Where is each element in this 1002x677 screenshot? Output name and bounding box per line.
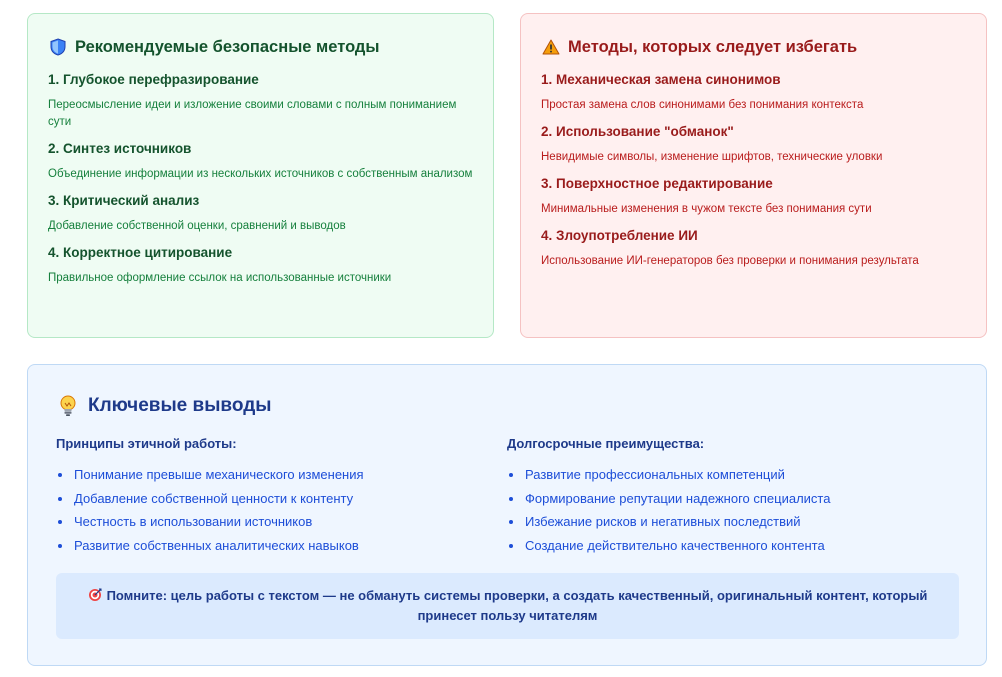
list-item: Формирование репутации надежного специалиста <box>507 487 958 511</box>
avoid-methods-heading <box>541 36 966 58</box>
reminder-content <box>86 586 929 626</box>
safe-method-description: Правильное оформление ссылок на использованные источники <box>48 272 392 284</box>
list-item: Добавление собственной ценности к контенту <box>56 487 507 511</box>
list-item: Избежание рисков и негативных последствий <box>507 510 958 534</box>
key-takeaways-columns <box>56 435 958 557</box>
reminder-text: Помните: цель работы с текстом — не обмануть системы проверки, а создать качественный, оригинальный контент, который принесет пользу читателям <box>106 588 928 623</box>
safe-methods-title: Рекомендуемые безопасные методы <box>75 37 380 56</box>
safe-method-item <box>48 139 473 183</box>
avoid-method-description: Невидимые символы, изменение шрифтов, технические уловки <box>541 151 883 163</box>
safe-method-item <box>48 191 473 235</box>
benefits-list <box>507 463 958 557</box>
avoid-method-title: 2. Использование "обманок" <box>541 124 734 139</box>
benefits-column <box>507 435 958 557</box>
avoid-method-description: Использование ИИ-генераторов без проверки и понимания результата <box>541 255 919 267</box>
safe-method-title: 1. Глубокое перефразирование <box>48 72 259 87</box>
avoid-method-title: 1. Механическая замена синонимов <box>541 72 781 87</box>
safe-method-title: 3. Критический анализ <box>48 193 200 208</box>
list-item: Понимание превыше механического изменения <box>56 463 507 487</box>
key-takeaways-card <box>27 364 987 666</box>
lightbulb-icon <box>56 394 80 418</box>
key-takeaways-title: Ключевые выводы <box>88 395 272 416</box>
avoid-method-description: Минимальные изменения в чужом тексте без понимания сути <box>541 203 872 215</box>
safe-methods-card <box>27 13 494 338</box>
avoid-methods-card <box>520 13 987 338</box>
safe-methods-list <box>48 70 473 287</box>
safe-method-description: Переосмысление идеи и изложение своими словами с полным пониманием сути <box>48 99 457 128</box>
safe-method-title: 4. Корректное цитирование <box>48 245 233 260</box>
list-item: Честность в использовании источников <box>56 510 507 534</box>
safe-method-item <box>48 243 473 287</box>
benefits-heading: Долгосрочные преимущества: <box>507 436 705 451</box>
avoid-methods-title: Методы, которых следует избегать <box>568 37 858 56</box>
avoid-methods-list <box>541 70 966 270</box>
safe-method-title: 2. Синтез источников <box>48 141 192 156</box>
safe-method-description: Объединение информации из нескольких источников с собственным анализом <box>48 168 473 180</box>
avoid-method-description: Простая замена слов синонимами без понимания контекста <box>541 99 864 111</box>
principles-heading: Принципы этичной работы: <box>56 436 237 451</box>
shield-icon <box>48 37 68 57</box>
avoid-method-item <box>541 70 966 114</box>
safe-method-item <box>48 70 473 131</box>
principles-column <box>56 435 507 557</box>
reminder-banner <box>56 573 959 639</box>
safe-methods-heading <box>48 36 473 58</box>
key-takeaways-heading <box>56 393 958 419</box>
avoid-method-item <box>541 122 966 166</box>
list-item: Развитие собственных аналитических навыков <box>56 534 507 558</box>
list-item: Развитие профессиональных компетенций <box>507 463 958 487</box>
list-item: Создание действительно качественного контента <box>507 534 958 558</box>
avoid-method-title: 3. Поверхностное редактирование <box>541 176 773 191</box>
safe-method-description: Добавление собственной оценки, сравнений и выводов <box>48 220 346 232</box>
avoid-method-item <box>541 226 966 270</box>
avoid-method-item <box>541 174 966 218</box>
warning-icon <box>541 37 561 57</box>
target-icon <box>88 588 102 602</box>
principles-list <box>56 463 507 557</box>
avoid-method-title: 4. Злоупотребление ИИ <box>541 228 698 243</box>
